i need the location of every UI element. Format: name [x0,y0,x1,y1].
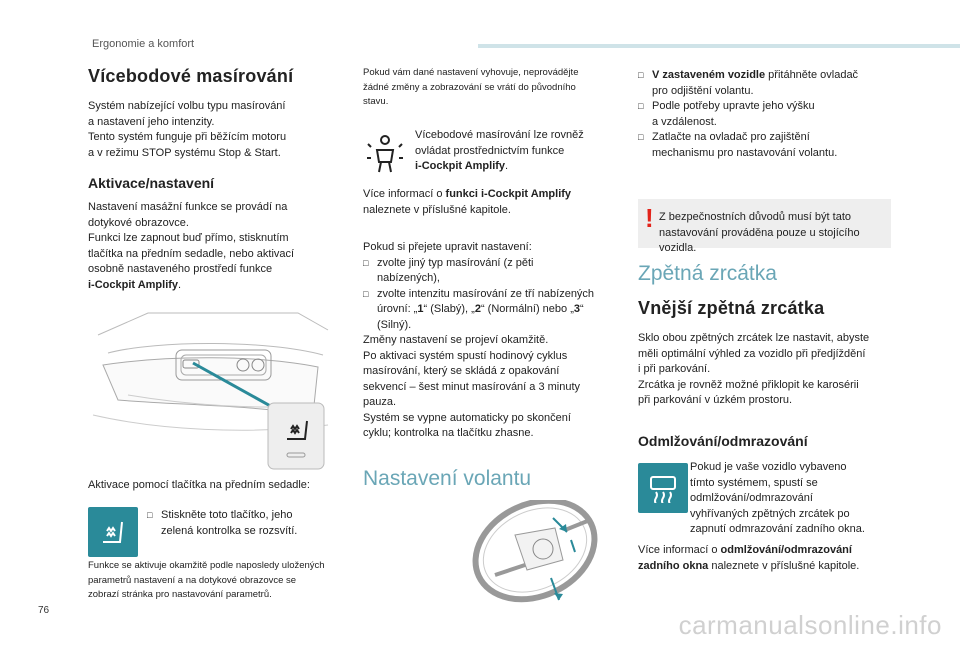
defog-title: Odmlžování/odmrazování [638,433,808,449]
ext-mirrors-title: Vnější zpětná zrcátka [638,298,825,318]
seat-illustration [88,305,338,475]
defog-more: Více informací o odmlžování/odmrazování zadního okna naleznete v příslušné kapitole. [638,544,860,572]
button-caption: Aktivace pomocí tlačítka na předním sedadle: [88,479,310,491]
ext-mirrors-text: Sklo obou zpětných zrcátek lze nastavit, abyste měli optimální výhled za vozidlo při předjíždění i při parkování. Zrcátka je rovněž možné přiklopit ke karosérii při parkování v úzkém prostoru. [638,332,870,406]
defog-text: Pokud je vaše vozidlo vybaveno tímto systémem, spustí se odmlžování/odmrazování vyhřívaných zpětných zrcátek po zapnutí odmrazování zadního okna. [690,461,865,535]
warning-text: Z bezpečnostních důvodů musí být tato nastavování prováděna pouze u stojícího vozidla. [659,211,860,254]
seat-massage-icon [88,507,138,557]
massage-bullet: □ Stiskněte toto tlačítko, jeho zelená kontrolka se rozsvítí. [147,508,361,539]
massage-title: Vícebodové masírování [88,66,294,86]
page-number: 76 [38,605,50,616]
massage-footnote: Funkce se aktivuje okamžitě podle naposledy uložených parametrů nastavení a na dotykové obrazovce se zobrazí stránka pro nastavování parametrů. [88,560,325,600]
warning-icon: ! [645,203,654,233]
wheel-steps: □ V zastaveném vozidle přitáhněte ovladač pro odjištění volantu. □ Podle potřeby upravte jeho výšku a vzdálenost. □ Zatlačte na ovladač pro zajištění mechanismu pro nastavování volantu. [638,68,898,161]
section-header: Ergonomie a komfort [92,38,195,50]
amplify-person-icon [365,134,405,174]
activation-title: Aktivace/nastavení [88,175,215,191]
wheel-title: Nastavení volantu [363,467,532,490]
activation-text: Nastavení masážní funkce se provádí na dotykové obrazovce. Funkci lze zapnout buď přímo, stisknutím tlačítka na předním sedadle, nebo aktivací osobně nastaveného prostředí funkce i-Cockpit Amplify. [88,201,295,291]
amplify-text: Vícebodové masírování lze rovněž ovládat prostřednictvím funkce i-Cockpit Amplify. [415,129,584,172]
amplify-more: Více informací o funkci i-Cockpit Amplify naleznete v příslušné kapitole. [363,188,572,216]
header-rule [478,44,960,48]
massage-intro: Systém nabízející volbu typu masírování a nastavení jeho intenzity. Tento systém funguje při běžícím motoru a v režimu STOP systému Stop & Start. [88,100,287,159]
steering-wheel-illustration [455,500,615,605]
adjust-section: Pokud si přejete upravit nastavení: □ zvolte jiný typ masírování (z pěti nabízených), □ zvolte intenzitu masírování ze tří nabízených úrovní: „1“ (Slabý), „2“ (Normální) nebo „3“ (Silný). Změny nastavení se projeví okamžitě. Po aktivaci systém spustí hodinový cyklus masírování, který se skládá z opakování sekvencí – šest minut masírování a 3 minuty pauza. Systém se vypne automaticky po skončení cyklu; kontrolka na tlačítku zhasne. [363,240,633,442]
rear-defrost-icon [638,463,688,513]
massage-note: Pokud vám dané nastavení vyhovuje, neprovádějte žádné změny a zobrazování se vrátí do původního stavu. [363,67,579,107]
mirrors-title: Zpětná zrcátka [638,262,777,285]
watermark: carmanualsonline.info [678,610,942,640]
